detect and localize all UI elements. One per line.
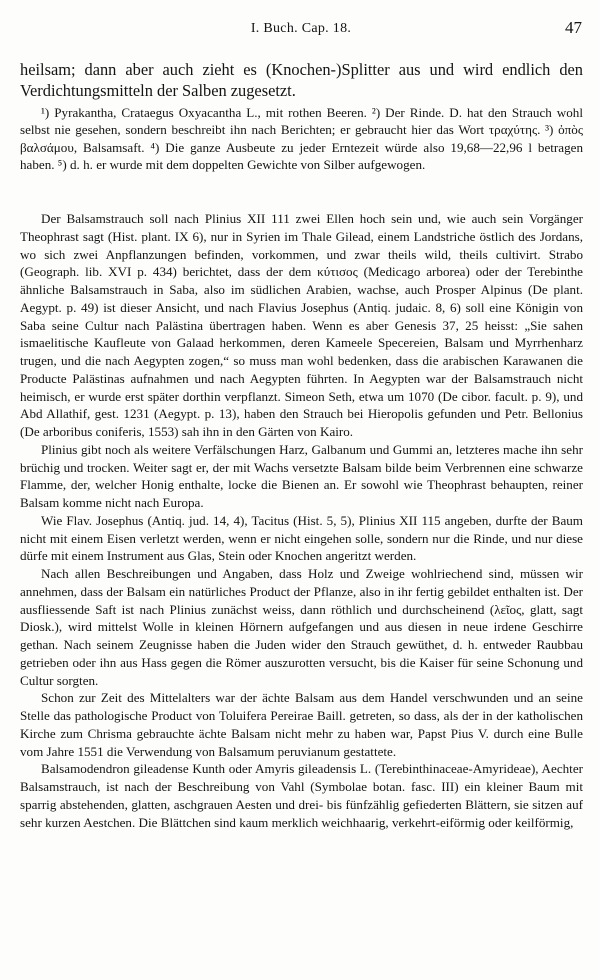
paragraph-botanical-description: Balsamodendron gileadense Kunth oder Amyris gileadensis L. (Terebinthinaceae-Amyrideae), Aechter Balsamstrauch, ist nach der Beschreibung von Vahl (Symbolae botan. fasc. III) ein kleiner Baum mit sparrig abstehenden, glatten, aschgrauen Aesten und drei- bis fünfzählig gefiederten Blättern, sie sitzen auf sehr kurzen Aestchen. Die Blättchen sind kaum merklich weichhaarig, verkehrt-eiförmig oder keilförmig, [20, 761, 583, 830]
paragraph-middle-ages: Schon zur Zeit des Mittelalters war der ächte Balsam aus dem Handel verschwunden und an seine Stelle das pathologische Product von Toluifera Pereirae Baill. getreten, so dass, als der in der katholischen Kirche zum Chrisma gebrauchte ächte Balsam nicht mehr zu haben war, Papst Pius V. durch eine Bulle vom Jahre 1551 die Verwendung von Balsamum peruvianum gestattete. [20, 690, 583, 759]
main-text [20, 210, 583, 831]
footnote-block: ¹) Pyrakantha, Crataegus Oxyacantha L., mit rothen Beeren. ²) Der Rinde. D. hat den Strauch wohl selbst nie gesehen, sondern beschreibt ihn nach Berichten; er gebraucht hier das Wort τραχύτης. ³) ὀπὸς βαλσάμου, Balsamsaft. ⁴) Die ganze Ausbeute zu jeder Erntezeit würde also 19,68—22,96 l betragen haben. ⁵) d. h. er wurde mit dem doppelten Gewichte von Silber aufgewogen. [20, 105, 583, 173]
page-number: 47 [565, 18, 582, 37]
continued-text [20, 60, 583, 101]
running-head: I. Buch. Cap. 18. [250, 21, 352, 36]
page-header [20, 18, 582, 44]
paragraph-natural-product: Nach allen Beschreibungen und Angaben, dass Holz und Zweige wohlriechend sind, müssen wir annehmen, dass der Balsam ein natürliches Product der Pflanze, also in ihr fertig gebildet enthalten ist. Der ausfliessende Saft ist nach Plinius zunächst weiss, dann röthlich und durchscheinend (λεῖος, glatt, sagt Diosk.), wird mittelst Wolle in kleinen Hörnern aufgefangen und aus diesen in neue irdene Geschirre gethan. Nach seinem Zeugnisse haben die Juden wider den Strauch gewüthet, d. h. entweder Raubbau getrieben oder ihn aus Hass gegen die Römer auszurotten versucht, bis die Kaiser für seine Schonung und Cultur sorgten. [20, 566, 583, 688]
lead-paragraph: heilsam; dann aber auch zieht es (Knochen-)Splitter aus und wird endlich den Verdichtungsmitteln der Salben zugesetzt. [20, 60, 583, 100]
footnotes [20, 104, 583, 174]
paragraph-verfaelschungen: Plinius gibt noch als weitere Verfälschungen Harz, Galbanum und Gummi an, letzteres mache ihn sehr brüchig und trocken. Weiter sagt er, der mit Wachs versetzte Balsam bilde beim Verbrennen eine schwarze Flamme, der, welcher Honig enthalte, locke die Bienen an. Er sowohl wie Theophrast behaupten, reiner Balsam komme nicht nach Europa. [20, 441, 583, 510]
paragraph-balsamstrauch-origin: Der Balsamstrauch soll nach Plinius XII 111 zwei Ellen hoch sein und, wie auch sein Vorgänger Theophrast sagt (Hist. plant. IX 6), nur in Syrien im Thale Gilead, einem Landstriche östlich des Jordans, wo sich zwei Anpflanzungen befinden, vorkommen, und zwar theils wild, theils cultivirt. Strabo (Geograph. lib. XVI p. 434) berichtet, dass der dem κύτισος (Medicago arborea) oder der Terebinthe ähnliche Balsamstrauch in Saba, also im südlichen Arabien, wachse, auch Prosper Alpinus (De plant. Aegypt. p. 49) ist dieser Ansicht, und nach Flavius Josephus (Antiq. judaic. 8, 6) soll eine Königin von Saba seine Cultur nach Palästina übertragen haben. Wenn es aber Genesis 37, 25 heisst: „Sie sahen ismaelitische Kaufleute von Galaad herkommen, deren Kameele Specereien, Balsam und Myrrhenharz trugen, und die nach Aegypten zogen,“ so muss man wohl bedenken, dass die arabischen Karawanen die Producte Palästinas aufnahmen und nach Aegypten führten. In Aegypten war der Balsamstrauch nicht heimisch, er wurde erst später dorthin verpflanzt. Simeon Seth, etwa um 1070 (De cibor. facult. p. 9), und Abd Allathif, gest. 1231 (Aegypt. p. 13), haben den Strauch bei Hieropolis gefunden und Petr. Bellonius (De arboribus coniferis, 1553) sah ihn in den Gärten von Kairo. [20, 211, 583, 439]
paragraph-no-iron: Wie Flav. Josephus (Antiq. jud. 14, 4), Tacitus (Hist. 5, 5), Plinius XII 115 angeben, durfte der Baum nicht mit einem Eisen verletzt werden, wenn er nicht eingehen solle, sondern nur die Rinde, und nur diese dürfe mit einem Instrument aus Glas, Stein oder Knochen angeritzt werden. [20, 512, 583, 564]
